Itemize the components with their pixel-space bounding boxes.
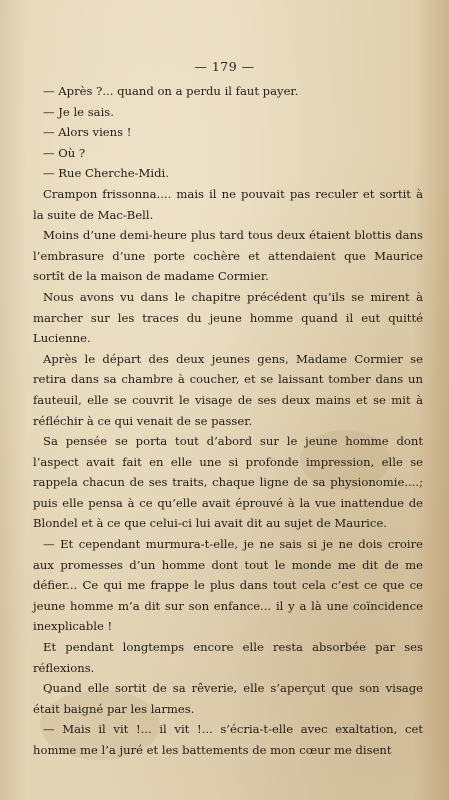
body-text xyxy=(33,81,423,761)
paragraph: Et pendant longtemps encore elle resta absorbée par ses réflexions. xyxy=(33,640,423,675)
paragraph: Nous avons vu dans le chapitre précédent qu’ils se mirent à marcher sur les traces du jeune homme quand il eut quitté Lucienne. xyxy=(33,289,423,346)
paragraph: — Et cependant murmura-t-elle, je ne sais si je ne dois croire aux promesses d’un homme dont tout le monde me dit de me défier... Ce qui me frappe le plus dans tout cela c’est ce que ce jeune homme m’a dit sur son enfance... il y a là une coïncidence inexplicable ! xyxy=(33,537,423,634)
paragraph: Moins d’une demi-heure plus tard tous deux étaient blottis dans l’embrasure d’une porte cochère et attendaient que Maurice sortît de la maison de madame Cormier. xyxy=(33,228,423,284)
paragraph: — Où ? xyxy=(43,145,86,160)
paragraph: — Je le sais. xyxy=(43,104,114,119)
paragraph: — Mais il vit !... il vit !... s’écria-t-elle avec exaltation, cet homme me l’a juré et les battements de mon cœur me disent xyxy=(33,722,423,757)
paragraph: Quand elle sortit de sa rêverie, elle s’aperçut que son visage était baigné par les larmes. xyxy=(33,681,423,716)
paragraph: Crampon frissonna.... mais il ne pouvait pas reculer et sortit à la suite de Mac-Bell. xyxy=(33,186,423,222)
paragraph: Après le départ des deux jeunes gens, Madame Cormier se retira dans sa chambre à coucher, et se laissant tomber dans un fauteuil, elle se couvrit le visage de ses deux mains et se mit à réfléchir à ce qui venait de se passer. xyxy=(33,351,423,428)
paragraph: — Rue Cherche-Midi. xyxy=(43,166,169,181)
paragraph: — Alors viens ! xyxy=(43,125,132,140)
page-number: — 179 — xyxy=(194,59,255,74)
paragraph: — Après ?... quand on a perdu il faut payer. xyxy=(43,84,299,98)
paragraph: Sa pensée se porta tout d’abord sur le jeune homme dont l’aspect avait fait en elle une si profonde impression, elle se rappela chacun de ses traits, chaque ligne de sa physionomie....; puis elle pensa à ce qu’elle avait éprouvé à la vue inattendue de Blondel et à ce que celui-ci lui avait dit au sujet de Maurice. xyxy=(33,434,423,531)
